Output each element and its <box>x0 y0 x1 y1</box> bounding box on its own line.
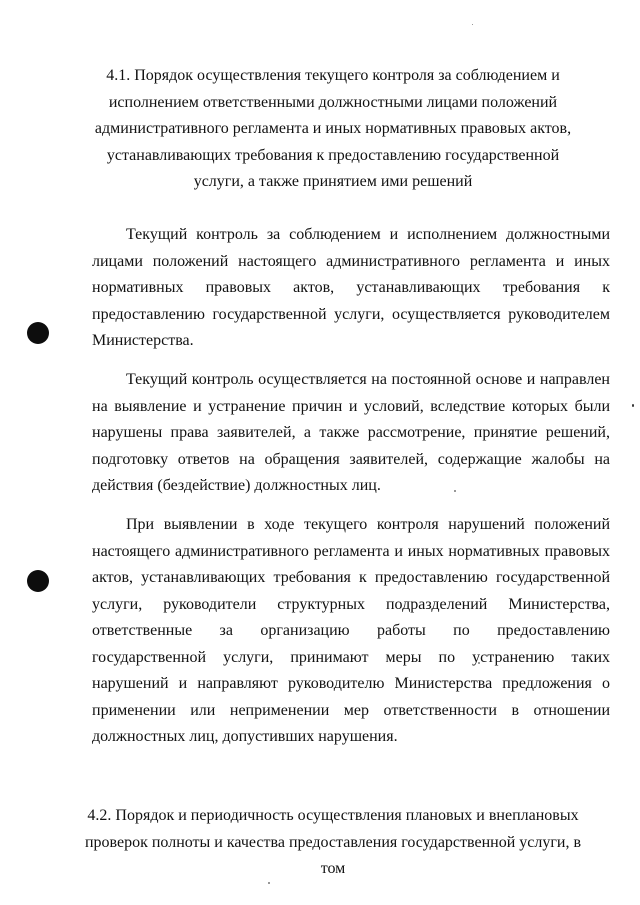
paragraph-current-control: Текущий контроль за соблюдением и исполнением должностными лицами положений настоящего административного регламента и иных нормативных правовых актов, устанавливающих требования к предоставлению государственной услуги, осуществляется руководителем Министерства. <box>92 226 610 349</box>
binder-hole-mark <box>27 322 49 344</box>
paragraph-permanent-basis: Текущий контроль осуществляется на постоянной основе и направлен на выявление и устранение причин и условий, вследствие которых были нарушены права заявителей, а также рассмотрение, принятие решений, подготовку ответов на обращения заявителей, содержащие жалобы на действия (бездействие) должностных лиц. <box>92 371 610 494</box>
scan-speck <box>472 24 473 25</box>
section-heading-4-2: 4.2. Порядок и периодичность осуществления плановых и внеплановых проверок полноты и качества предоставления государственной услуги, в том <box>84 807 582 877</box>
binder-hole-mark <box>27 570 49 592</box>
paragraph-violations-measures: При выявлении в ходе текущего контроля нарушений положений настоящего административного регламента и иных нормативных правовых актов, устанавливающих требования к предоставлению государственной услуги, руководители структурных подразделений Министерства, ответственные за организацию работы по предоставлению государственной услуги, принимают меры по устранению таких нарушений и направляют руководителю Министерства предложения о применении или неприменении мер ответственности в отношении должностных лиц, допустивших нарушения. <box>92 516 610 745</box>
section-heading-4-1: 4.1. Порядок осуществления текущего контроля за соблюдением и исполнением ответственными должностными лицами положений административного регламента и иных нормативных правовых актов, устанавливающих требования к предоставлению государственной услуги, а также принятием ими решений <box>94 67 572 190</box>
scan-speck <box>632 404 634 407</box>
